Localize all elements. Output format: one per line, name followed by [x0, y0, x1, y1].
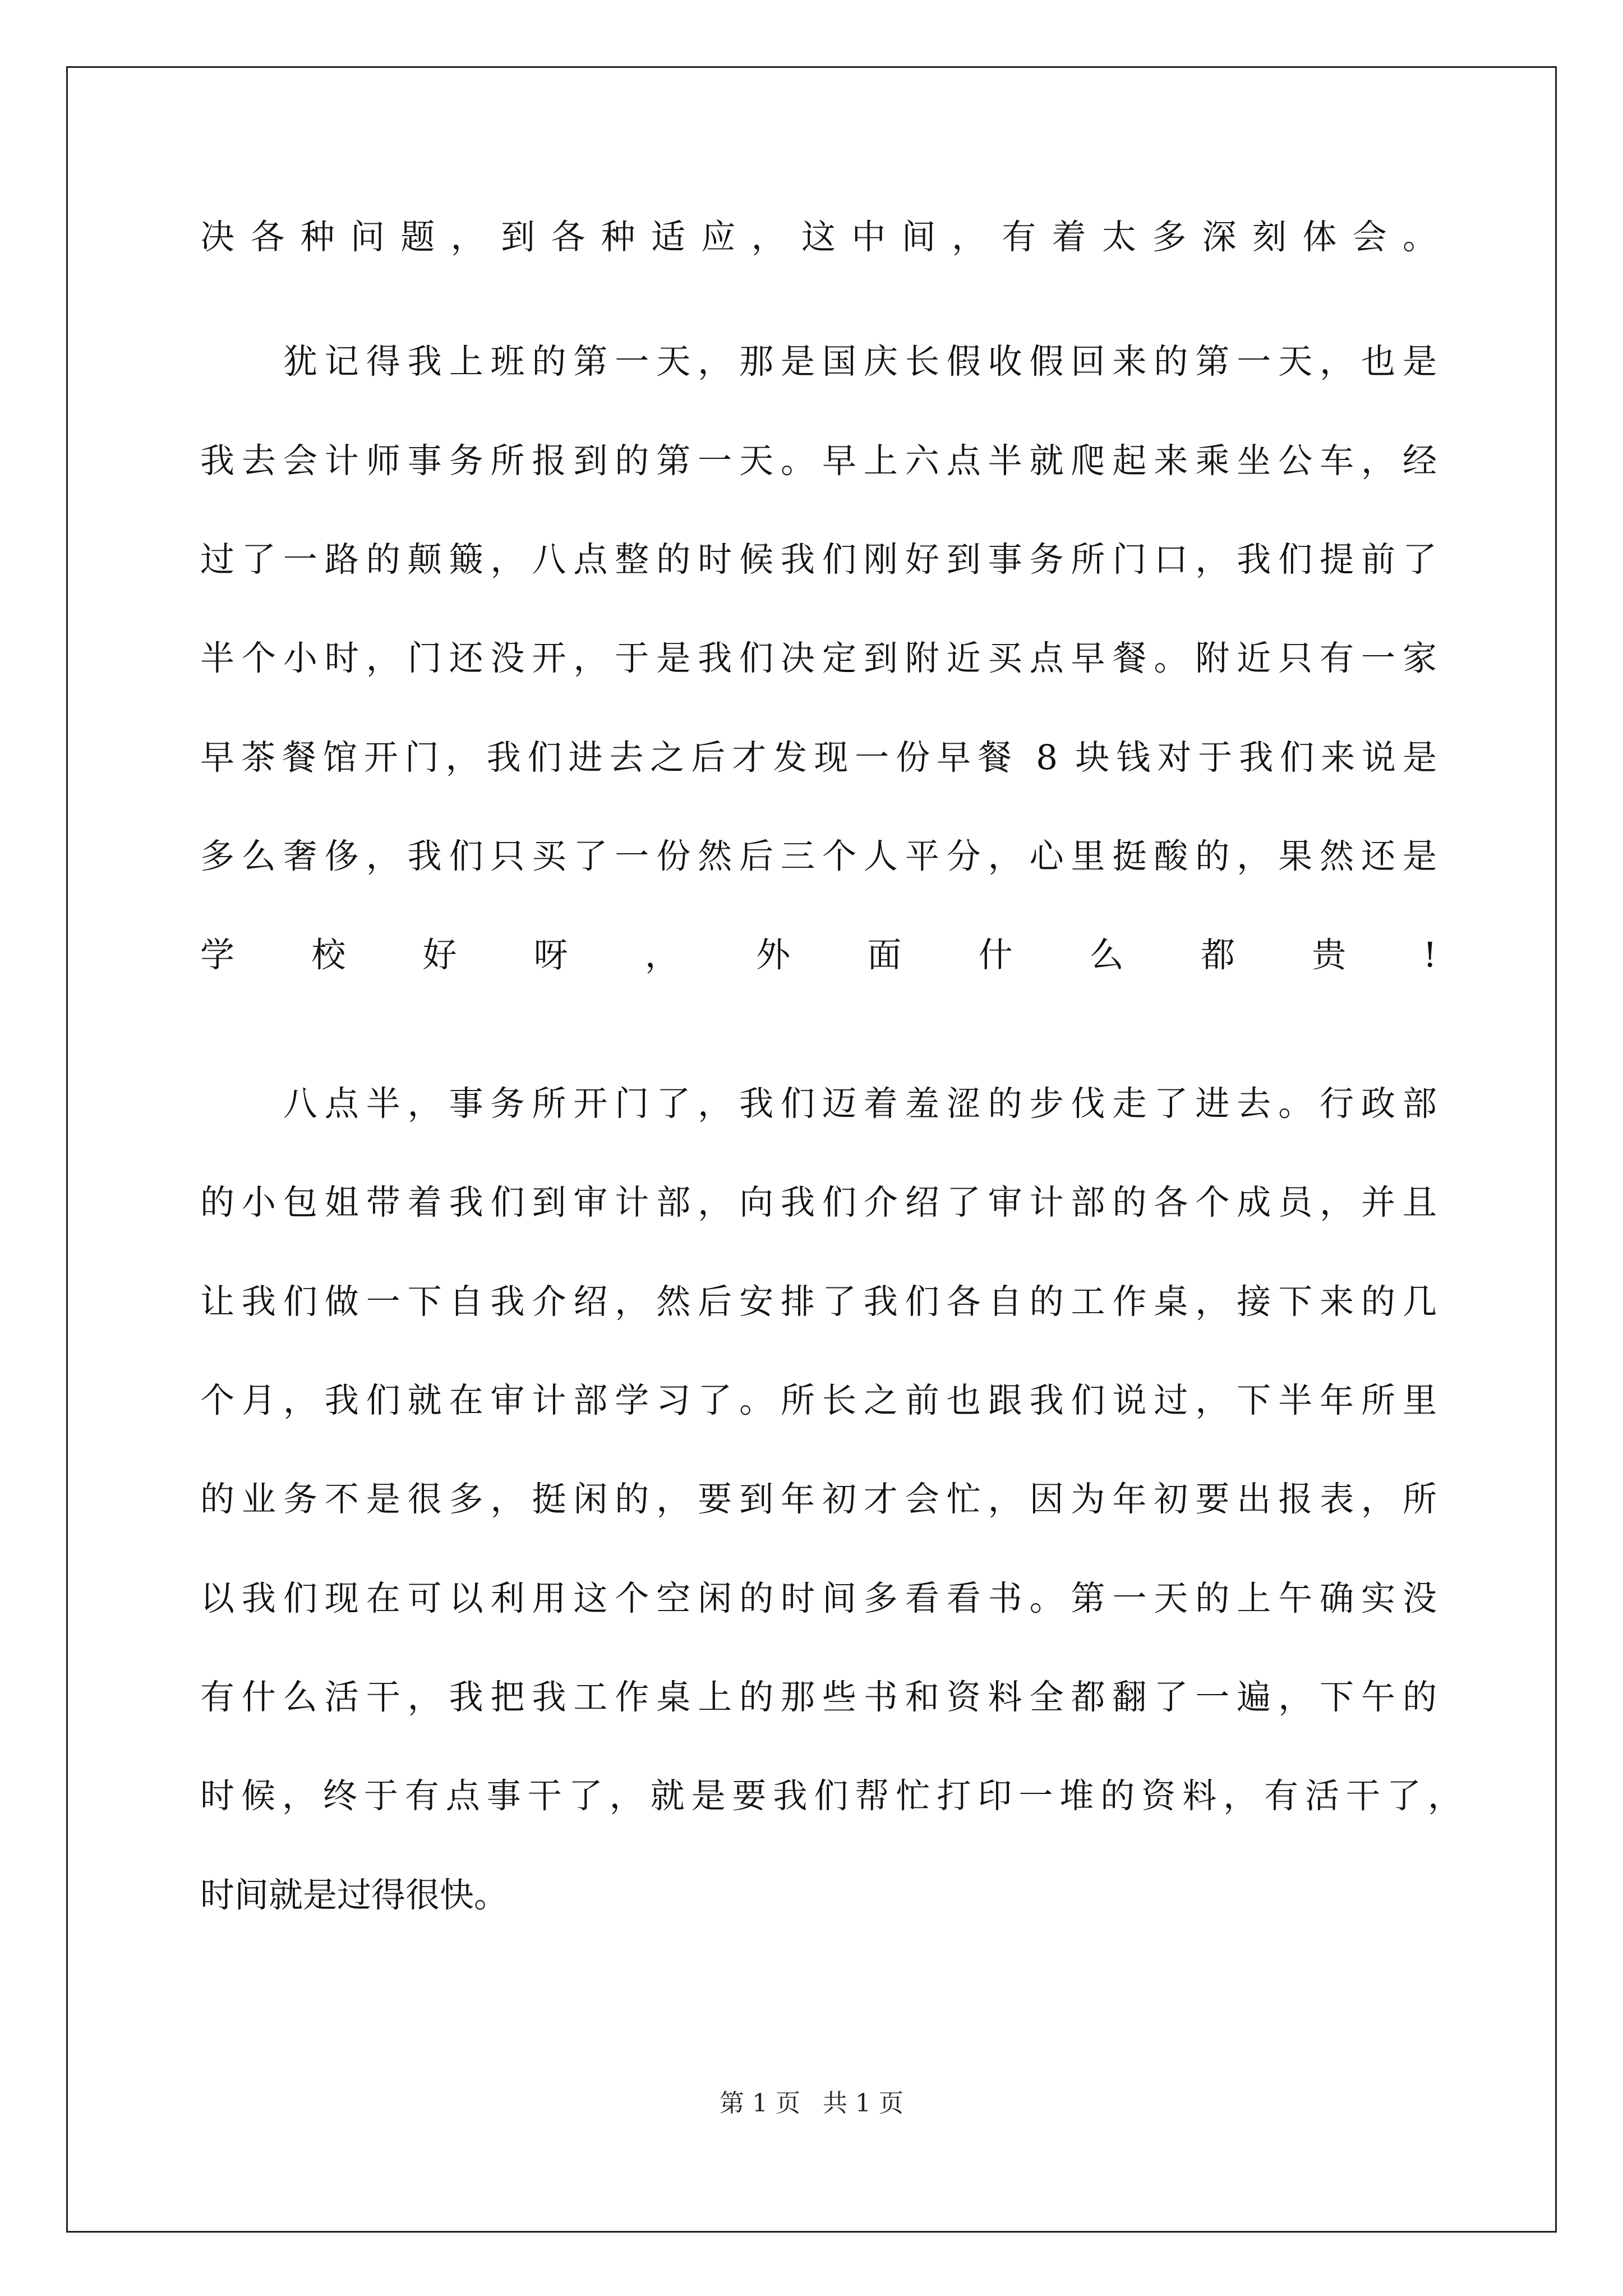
text-line: 时间就是过得很快。 — [200, 1875, 509, 1915]
text-line: 的小包姐带着我们到审计部，向我们介绍了审计部的各个成员，并且 — [200, 1182, 1437, 1222]
text-line: 早茶餐馆开门，我们进去之后才发现一份早餐 8 块钱对于我们来说是 — [200, 738, 1437, 777]
page-number: 第 1 页 — [720, 2089, 800, 2118]
text-line: 决各种问题，到各种适应，这中间，有着太多深刻体会。 — [200, 217, 1437, 257]
text-line: 半个小时，门还没开，于是我们决定到附近买点早餐。附近只有一家 — [200, 638, 1437, 678]
text-line: 时候，终于有点事干了，就是要我们帮忙打印一堆的资料，有活干了， — [200, 1776, 1462, 1816]
text-line: 犹记得我上班的第一天，那是国庆长假收假回来的第一天，也是 — [200, 342, 1437, 381]
text-line: 有什么活干，我把我工作桌上的那些书和资料全都翻了一遍，下午的 — [200, 1677, 1437, 1717]
text-line: 的业务不是很多，挺闲的，要到年初才会忙，因为年初要出报表，所 — [200, 1479, 1437, 1519]
page-total: 共 1 页 — [823, 2089, 903, 2118]
text-line: 八点半，事务所开门了，我们迈着羞涩的步伐走了进去。行政部 — [200, 1084, 1437, 1124]
text-line: 个月，我们就在审计部学习了。所长之前也跟我们说过，下半年所里 — [200, 1381, 1437, 1420]
text-line: 我去会计师事务所报到的第一天。早上六点半就爬起来乘坐公车，经 — [200, 441, 1437, 481]
page-footer — [0, 2088, 1623, 2119]
text-line: 让我们做一下自我介绍，然后安排了我们各自的工作桌，接下来的几 — [200, 1282, 1437, 1322]
text-line: 以我们现在可以利用这个空闲的时间多看看书。第一天的上午确实没 — [200, 1579, 1437, 1618]
text-line: 学校好呀，外面什么都贵! — [200, 935, 1437, 975]
text-line: 过了一路的颠簸，八点整的时候我们刚好到事务所门口，我们提前了 — [200, 540, 1437, 579]
text-line: 多么奢侈，我们只买了一份然后三个人平分，心里挺酸的，果然还是 — [200, 836, 1437, 876]
